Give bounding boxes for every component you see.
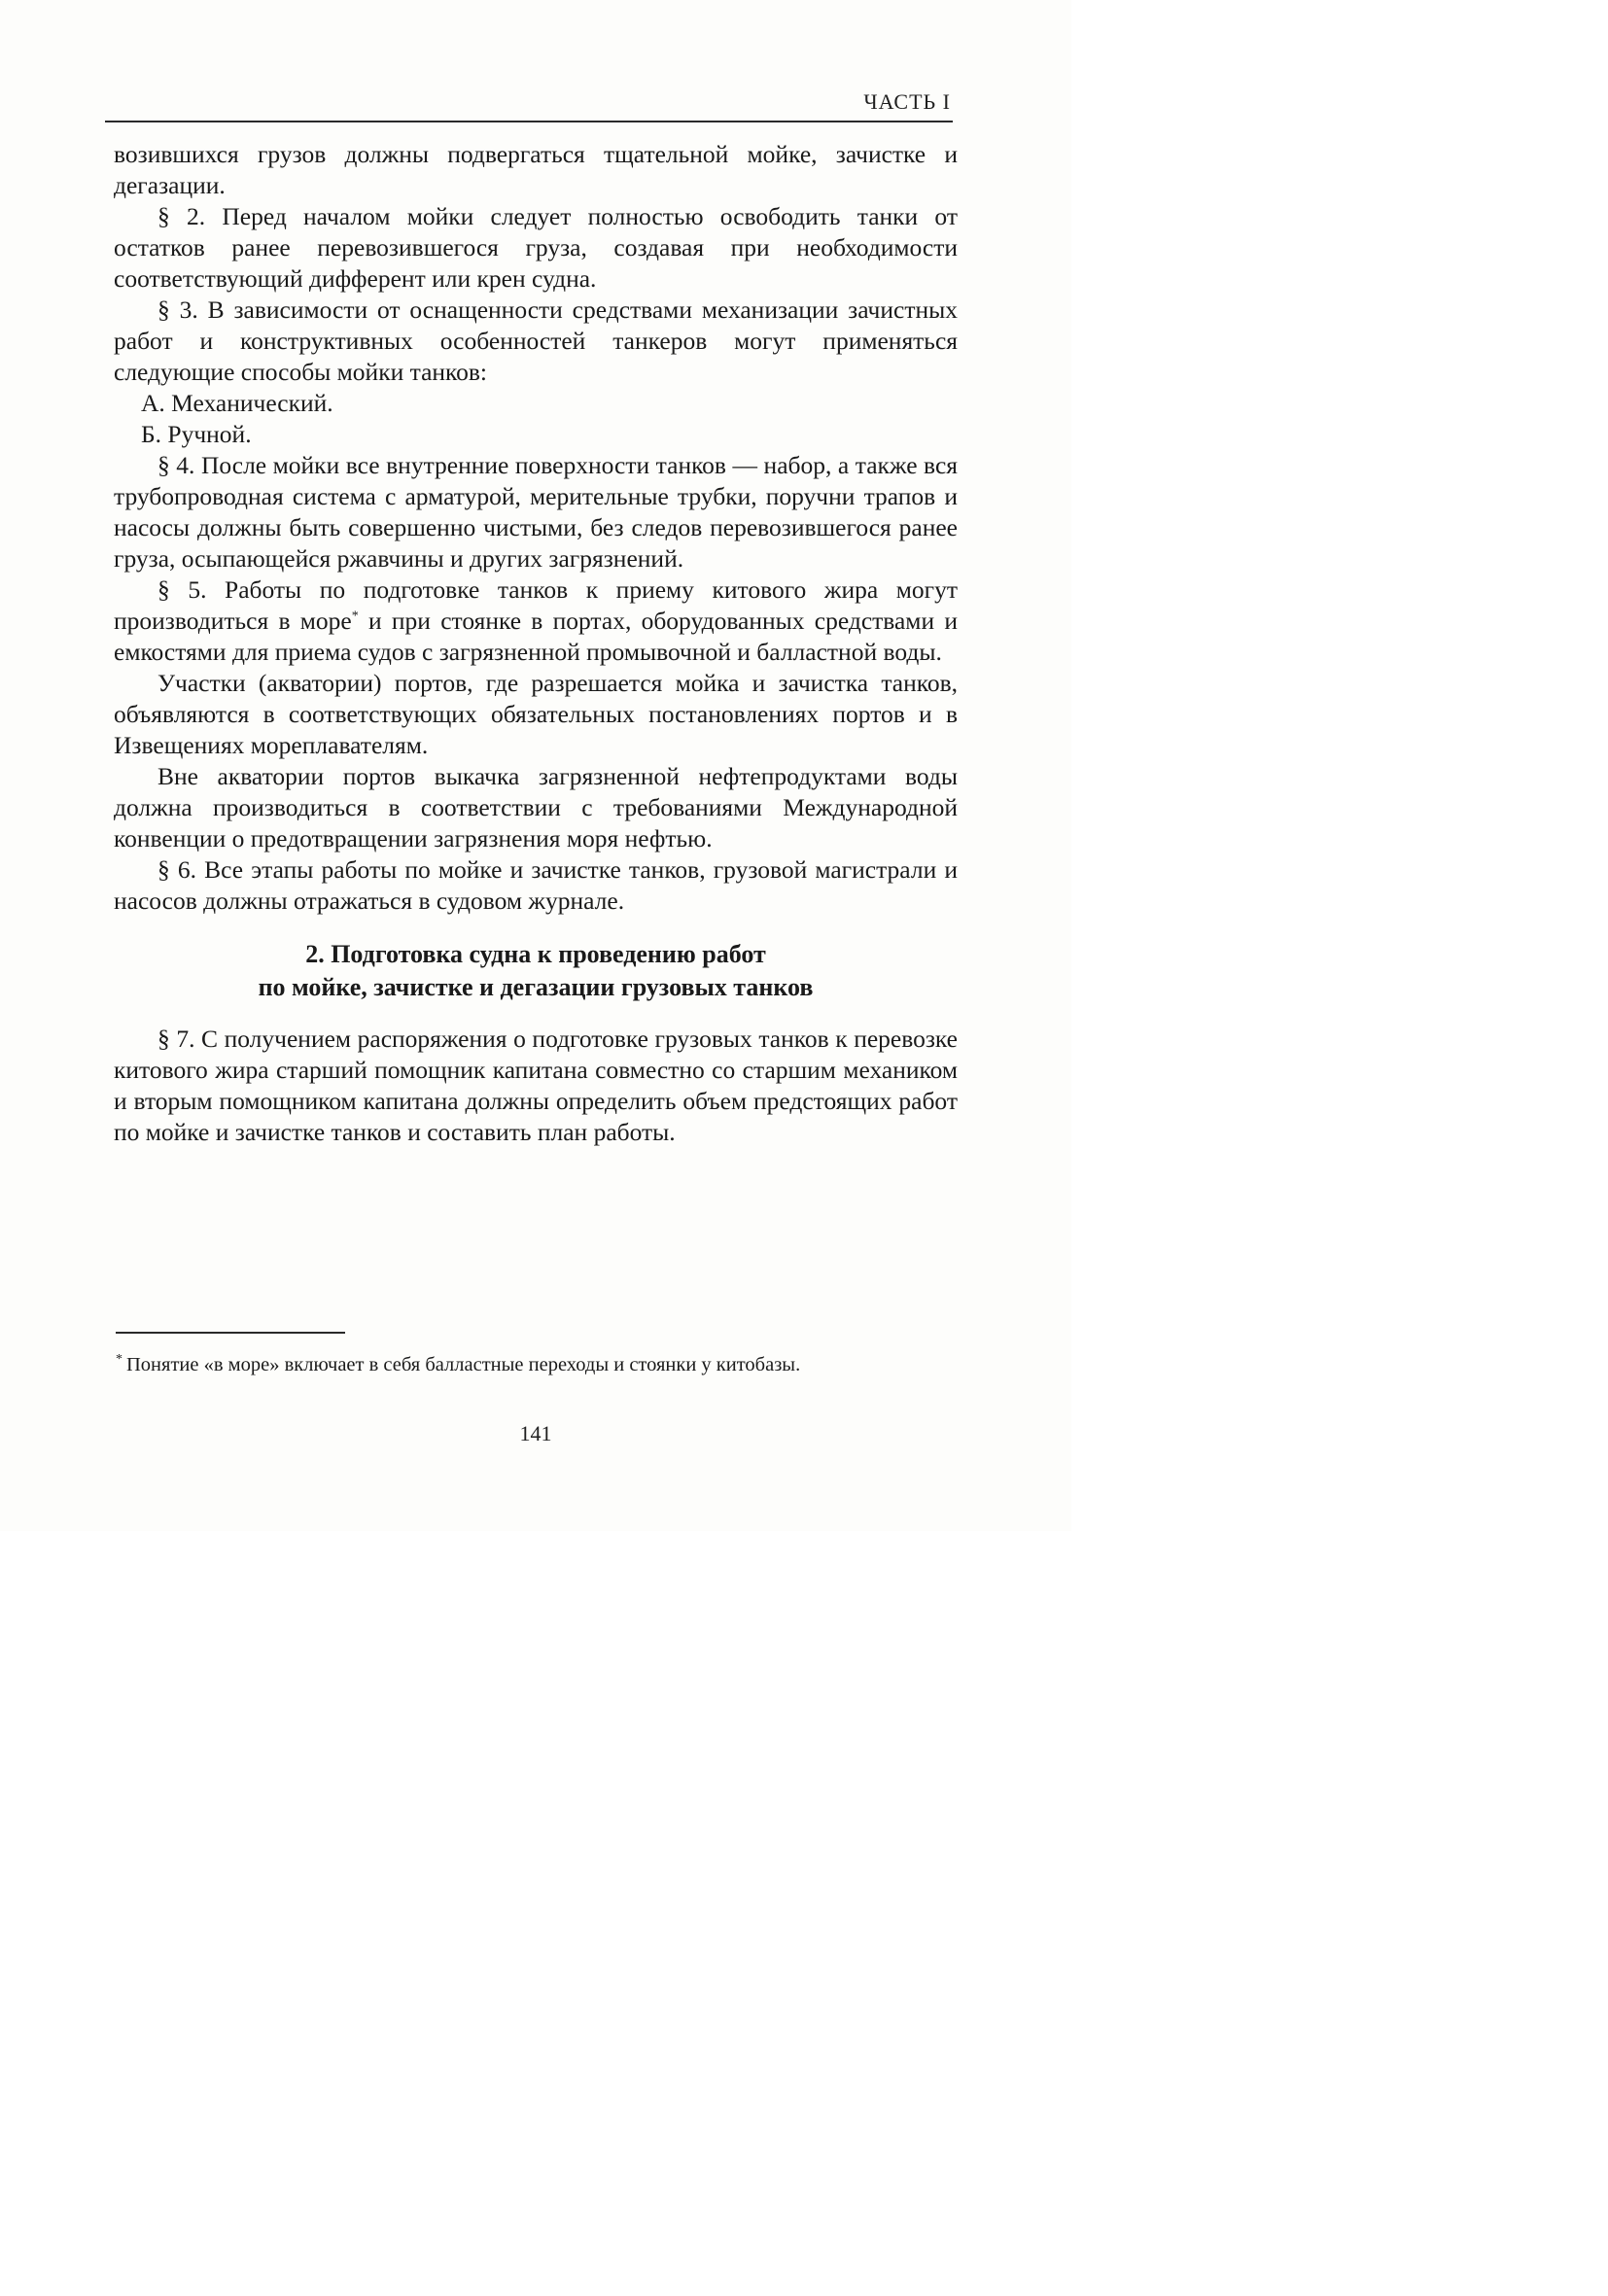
section-heading-line-2: по мойке, зачистке и дегазации грузовых танков <box>258 973 814 1001</box>
paragraph-5b: Участки (акватории) портов, где разрешается мойка и зачистка танков, объявляются в соответствующих обязательных постановлениях портов и в Извещениях мореплавателям. <box>114 669 958 759</box>
list-item-a: А. Механический. <box>141 389 333 417</box>
document-page <box>0 0 1071 1531</box>
footnote-reference-mark: * <box>351 609 359 624</box>
paragraph-4: § 4. После мойки все внутренние поверхности танков — набор, а также вся трубопроводная система с арматурой, мерительные трубки, поручни трапов и насосы должны быть совершенно чистыми, без следов перевозившегося ранее груза, осыпающейся ржавчины и других загрязнений. <box>114 451 958 573</box>
paragraph-7: § 7. С получением распоряжения о подготовке грузовых танков к перевозке китового жира старший помощник капитана совместно со старшим механиком и вторым помощником капитана должны определить объем предстоящих работ по мойке и зачистке танков и составить план работы. <box>114 1025 958 1146</box>
running-header <box>105 84 953 122</box>
paragraph-continuation: возившихся грузов должны подвергаться тщательной мойке, зачистке и дегазации. <box>114 140 958 199</box>
footnote-text: Понятие «в море» включает в себя балластные переходы и стоянки у китобазы. <box>126 1354 801 1375</box>
paragraph-3: § 3. В зависимости от оснащенности средствами механизации зачистных работ и конструктивных особенностей танкеров могут применяться следующие способы мойки танков: <box>114 296 958 386</box>
paragraph-6: § 6. Все этапы работы по мойке и зачистке танков, грузовой магистрали и насосов должны отражаться в судовом журнале. <box>114 855 958 915</box>
section-heading-line-1: 2. Подготовка судна к проведению работ <box>305 940 766 968</box>
paragraph-2: § 2. Перед началом мойки следует полностью освободить танки от остатков ранее перевозившегося груза, создавая при необходимости соответствующий дифферент или крен судна. <box>114 202 958 293</box>
running-header-label: ЧАСТЬ I <box>863 89 951 114</box>
list-item-b: Б. Ручной. <box>141 420 252 448</box>
paragraph-5-text-before: § 5. Работы по подготовке танков к приему китового жира могут производиться в море <box>114 575 958 635</box>
paragraph-5c: Вне акватории портов выкачка загрязненной нефтепродуктами воды должна производиться в соответствии с требованиями Международной конвенции о предотвращении загрязнения моря нефтью. <box>114 762 958 852</box>
paragraph-5-text-after: и при стоянке в портах, оборудованных средствами и емкостями для приема судов с загрязненной промывочной и балластной воды. <box>114 607 958 666</box>
section-heading <box>114 938 958 1004</box>
footnote <box>116 1352 958 1377</box>
footnote-divider <box>116 1332 345 1334</box>
page-number: 141 <box>519 1421 552 1445</box>
body-text <box>114 139 958 1148</box>
footnote-mark: * <box>116 1352 122 1368</box>
paragraph-5 <box>114 574 958 668</box>
